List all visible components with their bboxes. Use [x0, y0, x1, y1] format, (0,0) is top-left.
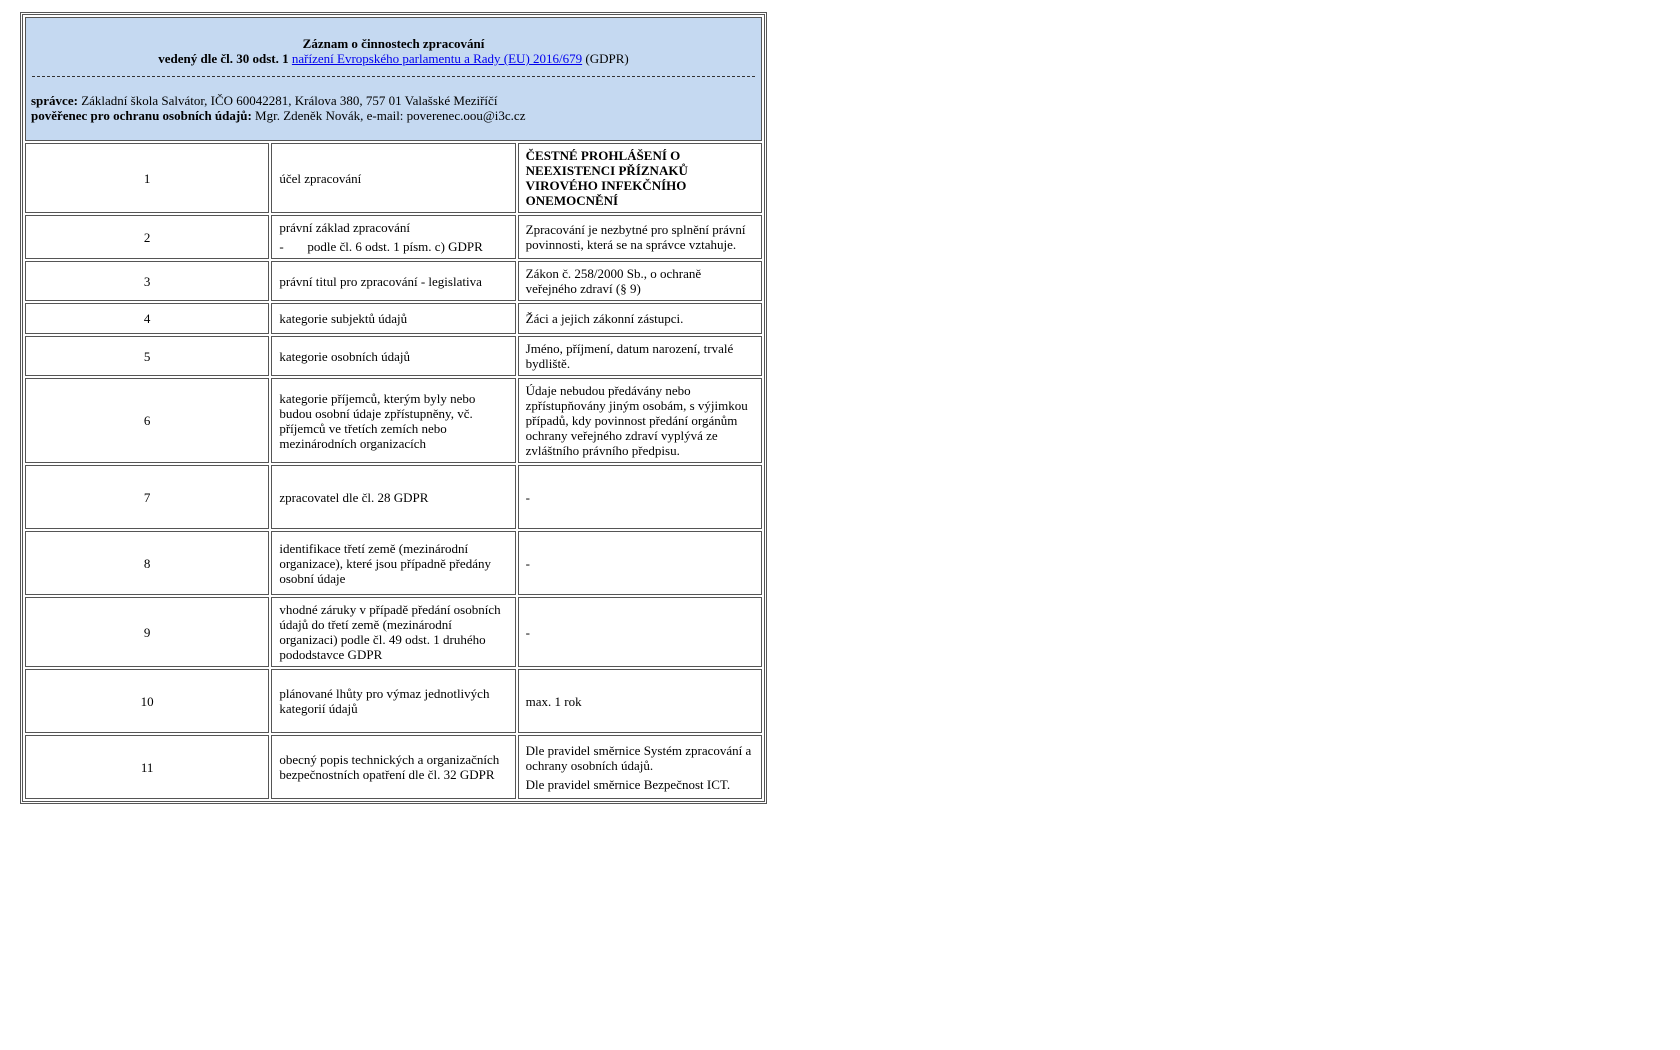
table-row: [25, 735, 762, 799]
header-title-block: [26, 18, 761, 76]
row-value: -: [518, 465, 762, 529]
row-label: kategorie subjektů údajů: [271, 303, 515, 334]
record-subtitle: [26, 51, 761, 66]
row-value-cell: [518, 735, 762, 799]
row-number: 9: [25, 597, 269, 667]
row-label: plánované lhůty pro výmaz jednotlivých kategorií údajů: [271, 669, 515, 733]
row-value: Údaje nebudou předávány nebo zpřístupňovány jiným osobám, s výjimkou případů, kdy povinnost předání orgánům ochrany veřejného zdraví vyplývá ze zvláštního právního předpisu.: [518, 378, 762, 463]
table-row: [25, 215, 762, 259]
row-label: vhodné záruky v případě předání osobních údajů do třetí země (mezinárodní organizaci) podle čl. 49 odst. 1 druhého pododstavce GDPR: [271, 597, 515, 667]
dpo-value: Mgr. Zdeněk Novák, e-mail: poverenec.oou@i3c.cz: [255, 108, 526, 123]
controller-value: Základní škola Salvátor, IČO 60042281, Králova 380, 757 01 Valašské Meziříčí: [81, 93, 498, 108]
row-number: 8: [25, 531, 269, 595]
row-value: Dle pravidel směrnice Systém zpracování a ochrany osobních údajů.: [525, 742, 752, 773]
table-row: [25, 143, 762, 213]
row-number: 7: [25, 465, 269, 529]
row-label: právní základ zpracování: [279, 220, 410, 235]
row-value: Žáci a jejich zákonní zástupci.: [518, 303, 762, 334]
subtitle-prefix: vedený dle čl. 30 odst. 1: [158, 51, 289, 66]
record-title: Záznam o činnostech zpracování: [302, 36, 485, 51]
dpo-line: [31, 108, 756, 123]
header-row: [25, 17, 762, 141]
row-label: obecný popis technických a organizačních bezpečnostních opatření dle čl. 32 GDPR: [271, 735, 515, 799]
row-label: zpracovatel dle čl. 28 GDPR: [271, 465, 515, 529]
row-value: -: [518, 597, 762, 667]
row-label-cell: [271, 215, 515, 259]
row-number: 1: [25, 143, 269, 213]
row-label: účel zpracování: [271, 143, 515, 213]
row-number: 6: [25, 378, 269, 463]
processing-record-table: [20, 12, 767, 804]
row-value: ČESTNÉ PROHLÁŠENÍ O NEEXISTENCI PŘÍZNAKŮ VIROVÉHO INFEKČNÍHO ONEMOCNĚNÍ: [518, 143, 762, 213]
row-number: 10: [25, 669, 269, 733]
row-number: 3: [25, 261, 269, 301]
table-row: [25, 303, 762, 334]
row-value: max. 1 rok: [518, 669, 762, 733]
table-row: [25, 465, 762, 529]
row-number: 4: [25, 303, 269, 334]
row-value: Zpracování je nezbytné pro splnění právní povinnosti, která se na správce vztahuje.: [518, 215, 762, 259]
list-dash: -: [279, 239, 284, 254]
row-label: kategorie osobních údajů: [271, 336, 515, 376]
row-value: -: [518, 531, 762, 595]
table-row: [25, 597, 762, 667]
gdpr-regulation-link[interactable]: nařízení Evropského parlamentu a Rady (EU) 2016/679: [291, 51, 583, 66]
table-row: [25, 336, 762, 376]
controller-label: správce:: [31, 93, 78, 108]
table-row: [25, 261, 762, 301]
row-number: 2: [25, 215, 269, 259]
row-value-secondary: Dle pravidel směrnice Bezpečnost ICT.: [525, 776, 731, 792]
subtitle-suffix: (GDPR): [585, 51, 629, 66]
table-row: [25, 378, 762, 463]
controller-line: [31, 93, 756, 108]
legal-basis-text: podle čl. 6 odst. 1 písm. c) GDPR: [307, 239, 483, 254]
table-row: [25, 669, 762, 733]
row-label: identifikace třetí země (mezinárodní organizace), které jsou případně předány osobní údaje: [271, 531, 515, 595]
row-number: 11: [25, 735, 269, 799]
row-value: Jméno, příjmení, datum narození, trvalé bydliště.: [518, 336, 762, 376]
row-number: 5: [25, 336, 269, 376]
dpo-label: pověřenec pro ochranu osobních údajů:: [31, 108, 252, 123]
row-label: právní titul pro zpracování - legislativa: [271, 261, 515, 301]
header-info-block: [26, 77, 761, 140]
row-value: Zákon č. 258/2000 Sb., o ochraně veřejného zdraví (§ 9): [518, 261, 762, 301]
row-label: kategorie příjemců, kterým byly nebo budou osobní údaje zpřístupněny, vč. příjemců ve třetích zemích nebo mezinárodních organizacích: [271, 378, 515, 463]
table-row: [25, 531, 762, 595]
legal-basis-item: [279, 239, 507, 254]
header-cell: [25, 17, 762, 141]
record-container: [20, 12, 767, 804]
